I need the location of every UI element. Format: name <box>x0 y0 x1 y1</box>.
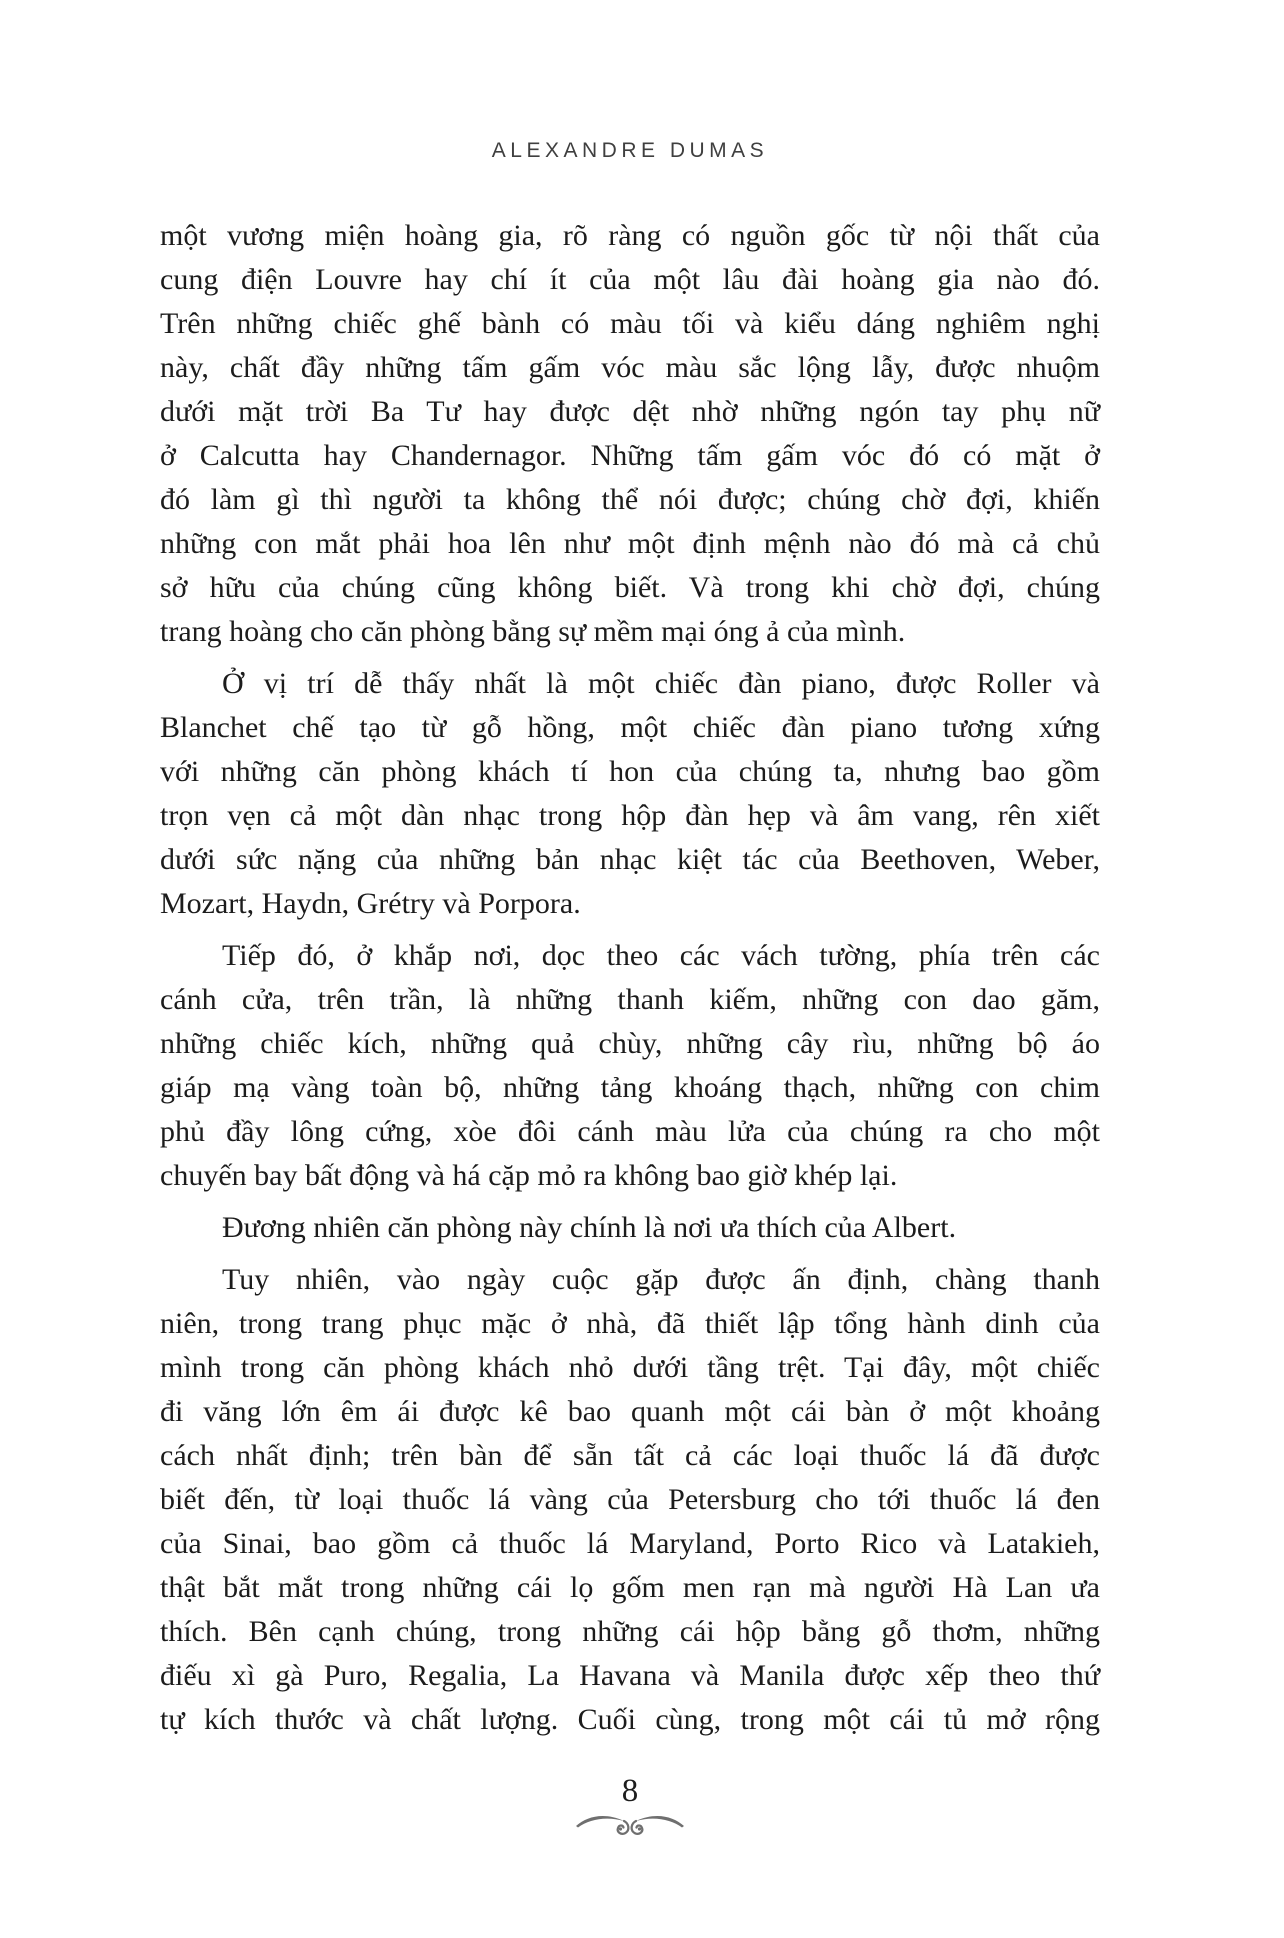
text-line: Tuy nhiên, vào ngày cuộc gặp được ấn định, chàng thanh <box>222 1263 1100 1296</box>
text-line: điếu xì gà Puro, Regalia, La Havana và Manila được xếp theo thứ <box>160 1659 1100 1692</box>
text-line: Mozart, Haydn, Grétry và Porpora. <box>160 887 581 920</box>
text-line: niên, trong trang phục mặc ở nhà, đã thiết lập tổng hành dinh của <box>160 1307 1100 1340</box>
text-line: dưới sức nặng của những bản nhạc kiệt tác của Beethoven, Weber, <box>160 843 1100 876</box>
text-line: trang hoàng cho căn phòng bằng sự mềm mại óng ả của mình. <box>160 615 906 648</box>
text-line: với những căn phòng khách tí hon của chúng ta, nhưng bao gồm <box>160 755 1100 788</box>
text-line: cánh cửa, trên trần, là những thanh kiếm, những con dao găm, <box>160 983 1100 1016</box>
page-number: 8 <box>621 1773 639 1809</box>
text-line: Tiếp đó, ở khắp nơi, dọc theo các vách tường, phía trên các <box>222 939 1100 972</box>
paragraph <box>160 1258 1100 1742</box>
text-line: dưới mặt trời Ba Tư hay được dệt nhờ những ngón tay phụ nữ <box>160 395 1100 428</box>
text-line: Ở vị trí dễ thấy nhất là một chiếc đàn piano, được Roller và <box>222 667 1100 700</box>
text-line: phủ đầy lông cứng, xòe đôi cánh màu lửa của chúng ra cho một <box>160 1115 1100 1148</box>
body-text <box>160 214 1100 1742</box>
text-line: thật bắt mắt trong những cái lọ gốm men rạn mà người Hà Lan ưa <box>160 1571 1100 1604</box>
running-header-author: ALEXANDRE DUMAS <box>491 139 769 162</box>
text-line: cung điện Louvre hay chí ít của một lâu đài hoàng gia nào đó. <box>160 263 1100 296</box>
text-line: cách nhất định; trên bàn để sẵn tất cả các loại thuốc lá đã được <box>160 1439 1100 1472</box>
text-line: chuyến bay bất động và há cặp mỏ ra không bao giờ khép lại. <box>160 1159 898 1192</box>
flourish-ornament-icon <box>574 1809 686 1837</box>
text-line: sở hữu của chúng cũng không biết. Và trong khi chờ đợi, chúng <box>160 571 1100 604</box>
text-line: những con mắt phải hoa lên như một định mệnh nào đó mà cả chủ <box>160 527 1100 560</box>
text-line: Trên những chiếc ghế bành có màu tối và kiểu dáng nghiêm nghị <box>160 307 1100 340</box>
text-line: Blanchet chế tạo từ gỗ hồng, một chiếc đàn piano tương xứng <box>160 711 1100 744</box>
text-line: giáp mạ vàng toàn bộ, những tảng khoáng thạch, những con chim <box>160 1071 1100 1104</box>
text-line: những chiếc kích, những quả chùy, những cây rìu, những bộ áo <box>160 1027 1100 1060</box>
text-line: trọn vẹn cả một dàn nhạc trong hộp đàn hẹp và âm vang, rên xiết <box>160 799 1100 832</box>
text-line: Đương nhiên căn phòng này chính là nơi ưa thích của Albert. <box>222 1211 957 1244</box>
text-line: tự kích thước và chất lượng. Cuối cùng, trong một cái tủ mở rộng <box>160 1703 1100 1736</box>
text-line: mình trong căn phòng khách nhỏ dưới tầng trệt. Tại đây, một chiếc <box>160 1351 1100 1384</box>
text-line: biết đến, từ loại thuốc lá vàng của Petersburg cho tới thuốc lá đen <box>160 1483 1100 1516</box>
text-line: đó làm gì thì người ta không thể nói được; chúng chờ đợi, khiến <box>160 483 1100 516</box>
text-line: này, chất đầy những tấm gấm vóc màu sắc lộng lẫy, được nhuộm <box>160 351 1100 384</box>
paragraph <box>160 934 1100 1198</box>
text-line: của Sinai, bao gồm cả thuốc lá Maryland, Porto Rico và Latakieh, <box>160 1527 1100 1560</box>
paragraph <box>160 1206 1100 1250</box>
text-line: thích. Bên cạnh chúng, trong những cái hộp bằng gỗ thơm, những <box>160 1615 1100 1648</box>
page-footer <box>160 1774 1100 1837</box>
text-line: ở Calcutta hay Chandernagor. Những tấm gấm vóc đó có mặt ở <box>160 439 1100 472</box>
paragraph <box>160 214 1100 654</box>
text-line: một vương miện hoàng gia, rõ ràng có nguồn gốc từ nội thất của <box>160 219 1100 252</box>
paragraph <box>160 662 1100 926</box>
text-line: đi văng lớn êm ái được kê bao quanh một cái bàn ở một khoảng <box>160 1395 1100 1428</box>
